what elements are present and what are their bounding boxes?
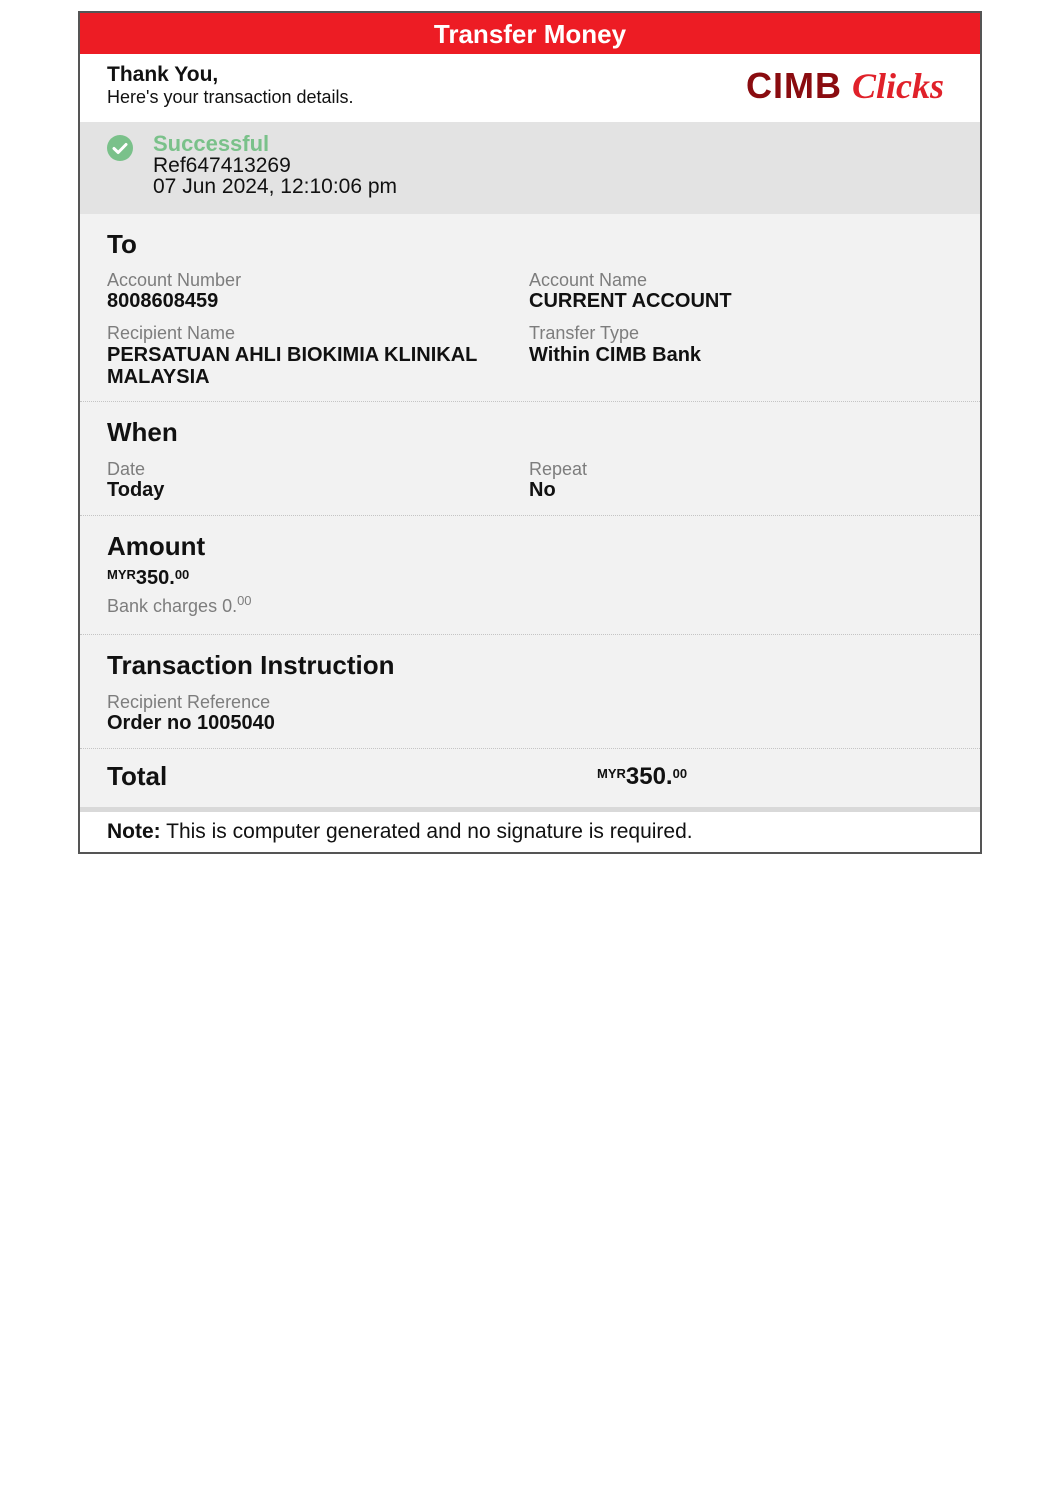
- total-section: [80, 749, 980, 807]
- recipient-name-line1: PERSATUAN AHLI BIOKIMIA KLINIKAL: [107, 344, 478, 366]
- repeat-value: No: [529, 479, 556, 501]
- transaction-datetime: 07 Jun 2024, 12:10:06 pm: [153, 175, 398, 198]
- when-title: When: [107, 417, 178, 447]
- bank-charges: [107, 593, 252, 617]
- status-label: Successful: [153, 131, 270, 156]
- amount-title: Amount: [107, 531, 206, 561]
- account-number-label: Account Number: [107, 270, 242, 290]
- instruction-section: [80, 635, 980, 749]
- to-title: To: [107, 229, 137, 259]
- greeting-title: Thank You,: [107, 63, 219, 86]
- date-value: Today: [107, 479, 165, 501]
- date-label: Date: [107, 459, 146, 479]
- repeat-label: Repeat: [529, 459, 588, 479]
- check-circle-icon: [107, 135, 133, 161]
- amount-currency: MYR: [107, 567, 136, 582]
- cimb-clicks-logo: [746, 66, 944, 106]
- to-section: [80, 214, 980, 402]
- recipient-name-label: Recipient Name: [107, 323, 236, 343]
- account-name-value: CURRENT ACCOUNT: [529, 290, 732, 312]
- status-panel: [80, 122, 980, 214]
- note-text: [107, 820, 693, 844]
- greeting-panel: [80, 54, 980, 122]
- when-section: [80, 402, 980, 516]
- note-prefix: Note:: [107, 820, 161, 843]
- instruction-title: Transaction Instruction: [107, 650, 395, 680]
- receipt: [78, 11, 982, 854]
- note-body: This is computer generated and no signature is required.: [160, 820, 693, 843]
- account-number-value: 8008608459: [107, 290, 219, 312]
- bank-charges-label: Bank charges 0.: [107, 596, 238, 616]
- recipient-name-line2: MALAYSIA: [107, 366, 210, 388]
- amount-cents: 00: [174, 567, 190, 582]
- logo-product: Clicks: [851, 66, 944, 106]
- amount-value: [107, 567, 189, 589]
- reference-number: Ref647413269: [153, 154, 291, 177]
- total-title: Total: [107, 761, 168, 791]
- recipient-reference-value: Order no 1005040: [107, 712, 275, 734]
- amount-section: [80, 516, 980, 635]
- total-whole: 350.: [625, 763, 673, 790]
- total-cents: 00: [672, 766, 688, 781]
- bank-charges-cents: 00: [237, 593, 252, 608]
- note-panel: [80, 812, 980, 852]
- transfer-type-label: Transfer Type: [529, 323, 640, 343]
- amount-whole: 350.: [135, 567, 175, 589]
- transfer-type-value: Within CIMB Bank: [529, 344, 702, 366]
- greeting-subtitle: Here's your transaction details.: [107, 87, 354, 107]
- logo-brand: CIMB: [745, 65, 842, 106]
- total-currency: MYR: [597, 766, 626, 781]
- page-title: Transfer Money: [80, 13, 980, 54]
- recipient-reference-label: Recipient Reference: [107, 692, 271, 712]
- total-value: [597, 763, 688, 790]
- account-name-label: Account Name: [529, 270, 648, 290]
